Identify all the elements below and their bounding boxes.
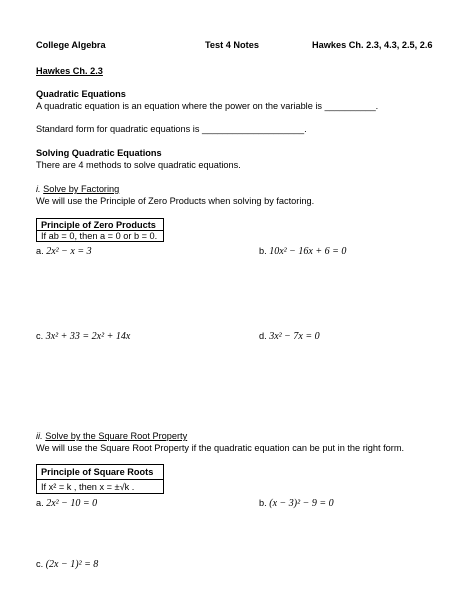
method-1-numeral: i.: [36, 184, 41, 194]
zero-products-rule: If ab = 0, then a = 0 or b = 0.: [37, 230, 163, 241]
problem-label: b.: [259, 498, 267, 508]
problem-2c: [36, 559, 98, 570]
problem-2b: [259, 498, 334, 509]
problem-1d: [259, 331, 320, 342]
standard-form-text: Standard form for quadratic equations is ____________________.: [36, 124, 307, 134]
problem-2a: [36, 498, 97, 509]
document-title: Test 4 Notes: [205, 40, 259, 50]
square-roots-box: [36, 464, 164, 494]
method-2-name: Solve by the Square Root Property: [45, 431, 188, 441]
problem-1a: [36, 246, 92, 257]
zero-products-box: [36, 218, 164, 242]
problem-expression: 3x² + 33 = 2x² + 14x: [45, 331, 131, 342]
problem-label: a.: [36, 498, 44, 508]
method-1-name: Solve by Factoring: [43, 184, 120, 194]
problem-label: b.: [259, 246, 267, 256]
problem-expression: 2x² − 10 = 0: [46, 498, 98, 509]
square-roots-rule: If x² = k , then x = ±√k .: [37, 479, 163, 493]
method-2-numeral: ii.: [36, 431, 43, 441]
solving-heading: Solving Quadratic Equations: [36, 148, 162, 158]
problem-expression: (2x − 1)² = 8: [45, 559, 99, 570]
square-roots-title: Principle of Square Roots: [41, 467, 154, 477]
problem-label: c.: [36, 331, 44, 341]
problem-1c: [36, 331, 130, 342]
method-2-title: [36, 431, 187, 441]
chapter-sections: Hawkes Ch. 2.3, 4.3, 2.5, 2.6: [312, 40, 433, 50]
methods-text: There are 4 methods to solve quadratic equations.: [36, 160, 241, 170]
problem-label: a.: [36, 246, 44, 256]
zero-products-title: Principle of Zero Products: [41, 219, 156, 230]
problem-label: c.: [36, 559, 44, 569]
method-1-title: [36, 184, 119, 194]
problem-expression: 10x² − 16x + 6 = 0: [269, 246, 347, 257]
quadratic-definition: A quadratic equation is an equation where the power on the variable is __________.: [36, 101, 379, 111]
method-2-intro: We will use the Square Root Property if the quadratic equation can be put in the right form.: [36, 443, 405, 453]
quadratic-equations-heading: Quadratic Equations: [36, 89, 126, 99]
course-title: College Algebra: [36, 40, 106, 50]
method-1-intro: We will use the Principle of Zero Products when solving by factoring.: [36, 196, 315, 206]
problem-expression: 3x² − 7x = 0: [269, 331, 320, 342]
problem-1b: [259, 246, 346, 257]
problem-expression: 2x² − x = 3: [46, 246, 92, 257]
section-heading: Hawkes Ch. 2.3: [36, 66, 103, 76]
problem-expression: (x − 3)² − 9 = 0: [269, 498, 334, 509]
problem-label: d.: [259, 331, 267, 341]
